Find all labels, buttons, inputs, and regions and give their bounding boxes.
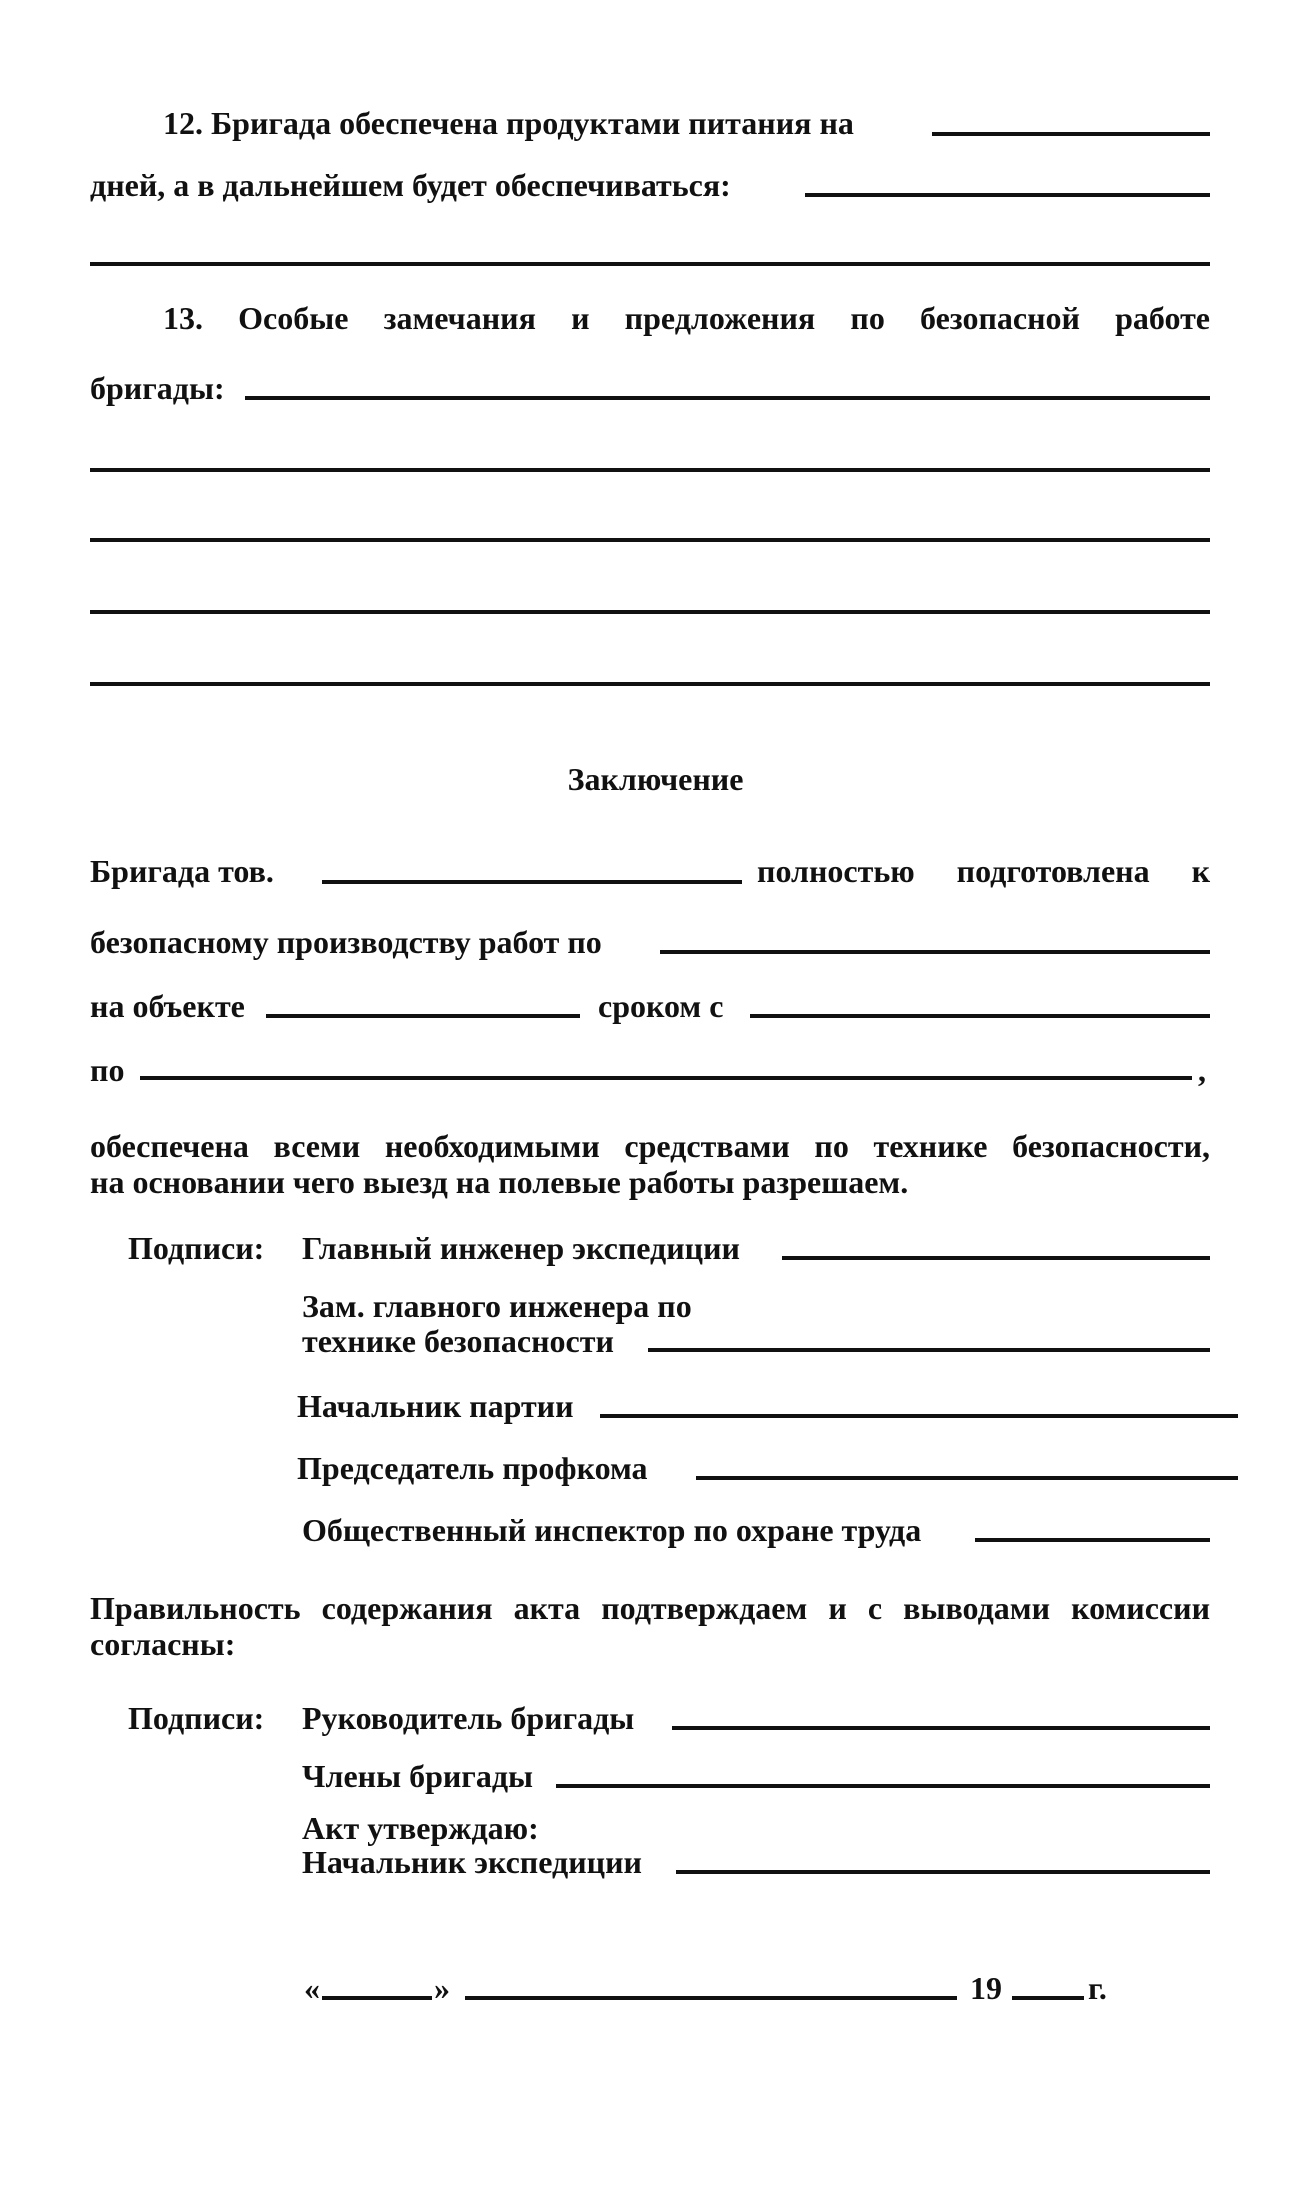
item13-line1: 13. Особые замечания и предложения по безопасной работе [163,300,1210,336]
brigade-leader-label: Руководитель бригады [302,1700,635,1736]
party-head-label: Начальник партии [297,1388,574,1424]
approve-label: Акт утверждаю: [302,1810,539,1846]
item12-supply-blank[interactable] [805,193,1210,197]
signatures-label-1: Подписи: [128,1230,265,1266]
item13-remarks-blank-3[interactable] [90,538,1210,542]
object-blank[interactable] [266,1014,580,1018]
union-chair-label: Председатель профкома [297,1450,648,1486]
ready-text: полностью подготовлена к [757,853,1210,889]
confirmation-line1: Правильность содержания акта подтверждаем и с выводами комиссии [90,1590,1210,1626]
conclusion-heading: Заключение [567,761,744,797]
item13-remarks-blank-4[interactable] [90,610,1210,614]
date-open-quote: « [304,1970,320,2006]
date-day-blank[interactable] [322,1996,432,2000]
party-head-signature-blank[interactable] [600,1414,1238,1418]
inspector-signature-blank[interactable] [975,1538,1210,1542]
item13-line2: бригады: [90,370,225,406]
date-month-blank[interactable] [465,1996,957,2000]
item12-line2: дней, а в дальнейшем будет обеспечиваться: [90,167,731,203]
term-end-blank[interactable] [140,1076,1192,1080]
brigade-label: Бригада тов. [90,853,274,889]
members-label: Члены бригады [302,1758,533,1794]
term-label: сроком с [598,988,724,1024]
chief-engineer-signature-blank[interactable] [782,1256,1210,1260]
expedition-head-label: Начальник экспедиции [302,1844,642,1880]
item13-remarks-blank-5[interactable] [90,682,1210,686]
deputy-label-line1: Зам. главного инженера по [302,1288,692,1324]
date-close-quote: » [434,1970,450,2006]
term-start-blank[interactable] [750,1014,1210,1018]
confirmation-line2: согласны: [90,1626,236,1662]
deputy-signature-blank[interactable] [648,1348,1210,1352]
expedition-head-signature-blank[interactable] [676,1870,1210,1874]
date-year-blank[interactable] [1012,1996,1084,2000]
item12-supply-blank-2[interactable] [90,262,1210,266]
equipped-line2: на основании чего выезд на полевые работы разрешаем. [90,1164,909,1200]
deputy-label-line2: технике безопасности [302,1323,614,1359]
works-blank[interactable] [660,950,1210,954]
date-year-suffix: г. [1088,1970,1107,2006]
brigade-leader-signature-blank[interactable] [672,1726,1210,1730]
date-year-prefix: 19 [970,1970,1002,2006]
item12-line1: 12. Бригада обеспечена продуктами питания на [163,105,854,141]
works-label: безопасному производству работ по [90,924,602,960]
item13-remarks-blank-1[interactable] [245,396,1210,400]
signatures-label-2: Подписи: [128,1700,265,1736]
item13-remarks-blank-2[interactable] [90,468,1210,472]
object-label: на объекте [90,988,245,1024]
union-chair-signature-blank[interactable] [696,1476,1238,1480]
item12-days-blank[interactable] [932,132,1210,136]
members-signature-blank[interactable] [556,1784,1210,1788]
until-end: , [1198,1052,1206,1088]
brigade-name-blank[interactable] [322,880,742,884]
equipped-line1: обеспечена всеми необходимыми средствами по технике безопасности, [90,1128,1210,1164]
chief-engineer-label: Главный инженер экспедиции [302,1230,740,1266]
inspector-label: Общественный инспектор по охране труда [302,1512,922,1548]
until-label: по [90,1052,125,1088]
